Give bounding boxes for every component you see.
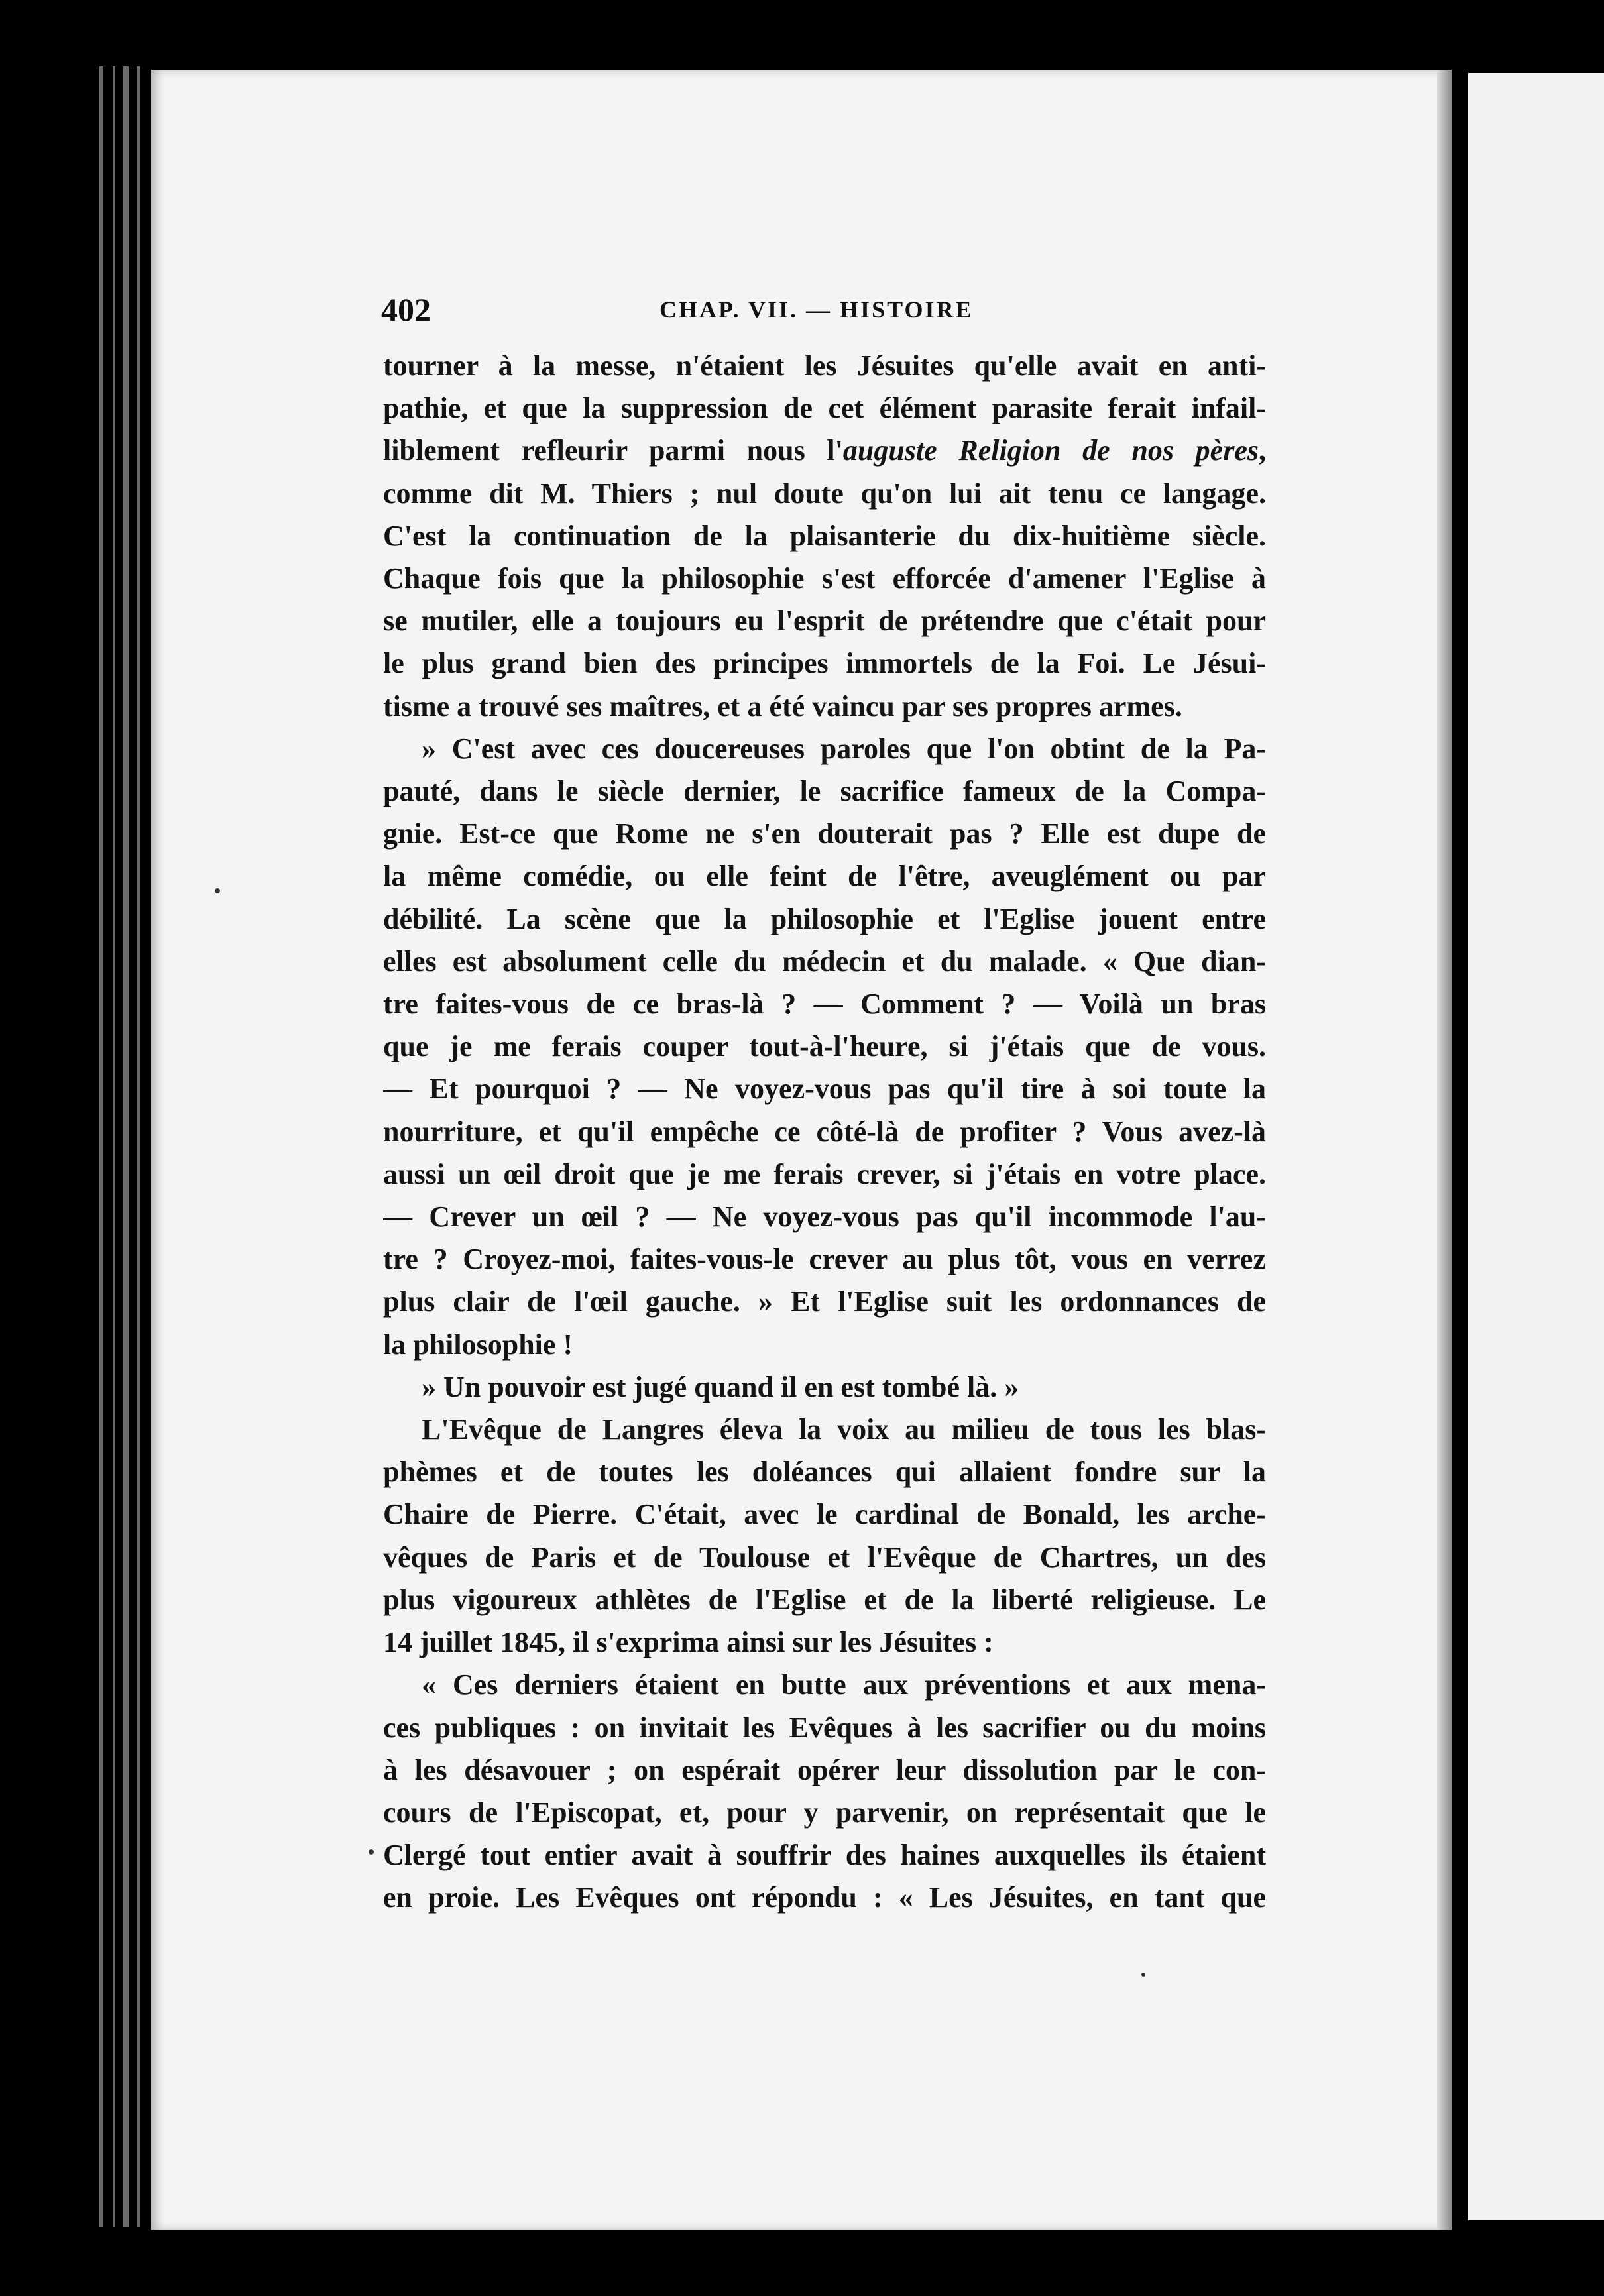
italic-phrase: auguste Religion de nos pères: [842, 434, 1259, 467]
text-line: aussi un œil droit que je me ferais crever, si j'étais en votre place.: [383, 1157, 1266, 1190]
text-line: elles est absolument celle du médecin et du malade. « Que dian-: [383, 945, 1266, 978]
text-line: plus clair de l'œil gauche. » Et l'Eglise suit les ordonnances de: [383, 1285, 1266, 1318]
text-line: » C'est avec ces doucereuses paroles que l'on obtint de la Pa-: [422, 732, 1266, 765]
text-line: pauté, dans le siècle dernier, le sacrifice fameux de la Compa-: [383, 775, 1266, 808]
facing-page-sliver: [1468, 73, 1604, 2220]
running-head: CHAP. VII. — HISTOIRE: [659, 296, 974, 323]
text-line: pathie, et que la suppression de cet élément parasite ferait infail-: [383, 392, 1266, 425]
text-line: cours de l'Episcopat, et, pour y parvenir, on représentait que le: [383, 1796, 1266, 1829]
page-speck: [1141, 1973, 1145, 1977]
page-number: 402: [381, 291, 431, 328]
text-line: « Ces derniers étaient en butte aux préventions et aux mena-: [422, 1668, 1266, 1701]
page-speck: [215, 888, 220, 893]
binding-line: [99, 66, 103, 2227]
binding-line: [137, 66, 140, 2227]
text-line: — Et pourquoi ? — Ne voyez-vous pas qu'il tire à soi toute la: [383, 1072, 1266, 1106]
text-line: en proie. Les Evêques ont répondu : « Les Jésuites, en tant que: [383, 1881, 1266, 1914]
text-line: — Crever un œil ? — Ne voyez-vous pas qu'il incommode l'au-: [383, 1200, 1266, 1234]
text-line: à les désavouer ; on espérait opérer leur dissolution par le con-: [383, 1753, 1266, 1786]
text-line: Chaque fois que la philosophie s'est efforcée d'amener l'Eglise à: [383, 562, 1266, 595]
text-segment: ,: [1259, 434, 1266, 467]
text-line: gnie. Est-ce que Rome ne s'en douterait pas ? Elle est dupe de: [383, 817, 1266, 850]
page-header: [381, 290, 1269, 337]
text-line: [383, 430, 1266, 472]
text-line: la philosophie !: [383, 1328, 573, 1361]
text-line: » Un pouvoir est jugé quand il en est tombé là. »: [422, 1370, 1019, 1403]
text-line: Clergé tout entier avait à souffrir des haines auxquelles ils étaient: [383, 1839, 1266, 1872]
text-line: tre ? Croyez-moi, faites-vous-le crever au plus tôt, vous en verrez: [383, 1243, 1266, 1276]
text-line: se mutiler, elle a toujours eu l'esprit de prétendre que c'était pour: [383, 604, 1266, 638]
text-line: tourner à la messe, n'étaient les Jésuites qu'elle avait en anti-: [383, 349, 1266, 382]
text-line: tre faites-vous de ce bras-là ? — Comment ? — Voilà un bras: [383, 988, 1266, 1021]
text-segment: liblement refleurir parmi nous l': [383, 434, 843, 467]
binding-line: [123, 66, 129, 2227]
text-line: le plus grand bien des principes immortels de la Foi. Le Jésui-: [383, 647, 1266, 680]
text-line: nourriture, et qu'il empêche ce côté-là de profiter ? Vous avez-là: [383, 1115, 1266, 1148]
text-line: tisme a trouvé ses maîtres, et a été vaincu par ses propres armes.: [383, 689, 1182, 722]
text-line: la même comédie, ou elle feint de l'être, aveuglément ou par: [383, 860, 1266, 893]
text-line: ces publiques : on invitait les Evêques à les sacrifier ou du moins: [383, 1711, 1266, 1744]
body-text: [383, 345, 1266, 1920]
page-edge-shadow: [1437, 70, 1452, 2230]
text-line: que je me ferais couper tout-à-l'heure, si j'étais que de vous.: [383, 1030, 1266, 1063]
text-line: C'est la continuation de la plaisanterie du dix-huitième siècle.: [383, 519, 1266, 552]
binding-line: [113, 66, 115, 2227]
text-line: plus vigoureux athlètes de l'Eglise et de la liberté religieuse. Le: [383, 1583, 1266, 1616]
text-line: comme dit M. Thiers ; nul doute qu'on lui ait tenu ce langage.: [383, 477, 1266, 510]
text-line: vêques de Paris et de Toulouse et l'Evêque de Chartres, un des: [383, 1540, 1266, 1574]
page-speck: [369, 1849, 374, 1855]
text-line: Chaire de Pierre. C'était, avec le cardinal de Bonald, les arche-: [383, 1498, 1266, 1531]
text-line: L'Evêque de Langres éleva la voix au milieu de tous les blas-: [422, 1413, 1266, 1446]
text-line: débilité. La scène que la philosophie et l'Eglise jouent entre: [383, 902, 1266, 935]
left-margin-strip: [0, 0, 152, 2296]
text-line: 14 juillet 1845, il s'exprima ainsi sur les Jésuites :: [383, 1626, 994, 1659]
text-line: phèmes et de toutes les doléances qui allaient fondre sur la: [383, 1456, 1266, 1489]
